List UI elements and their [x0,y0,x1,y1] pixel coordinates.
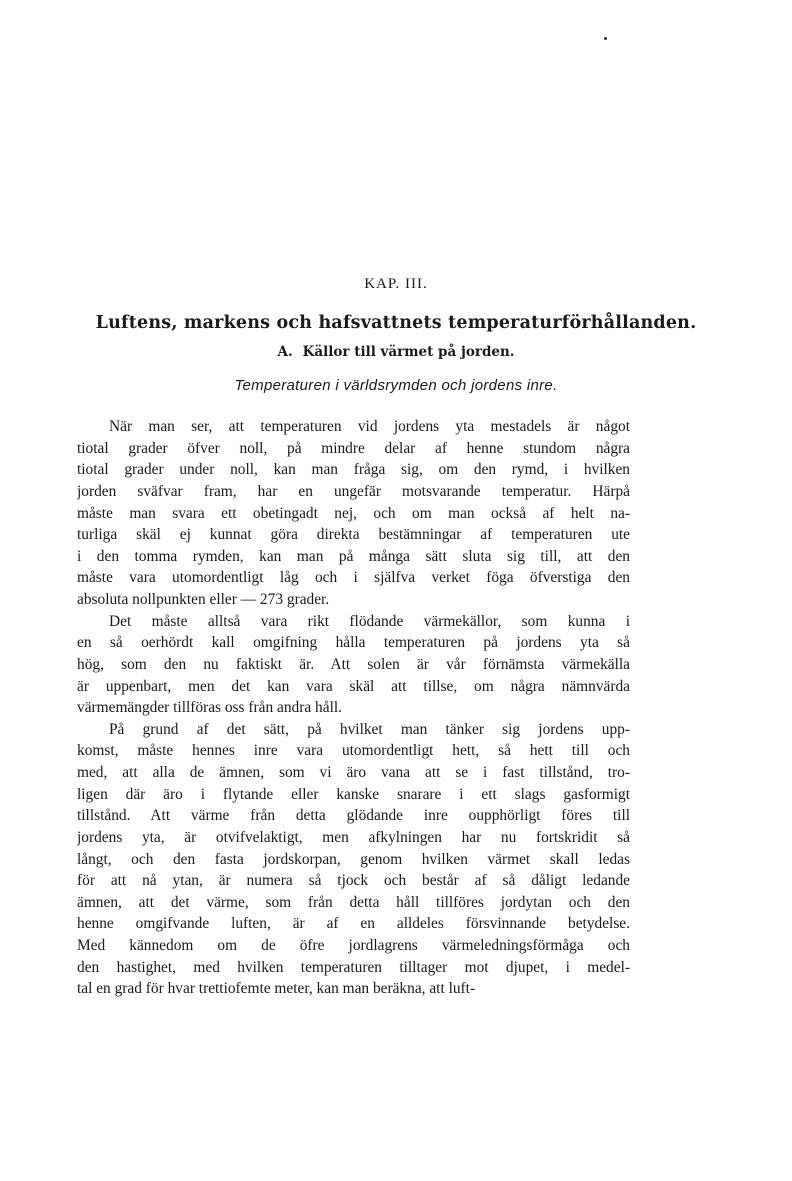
text-line: absoluta nollpunkten eller — 273 grader. [77,591,330,608]
page-speck [604,37,607,40]
text-line: jordens yta, är otvifvelaktigt, men afkylningen har nu fortskridit så [77,828,630,846]
chapter-heading: KAP. III. [364,276,428,292]
text-line: hög, som den nu faktiskt är. Att solen är vår förnämsta värmekälla [77,655,630,673]
text-line: Med kännedom om de öfre jordlagrens värmeledningsförmåga och [77,937,630,954]
paragraph [77,416,630,611]
text-line: med, att alla de ämnen, som vi äro vana att se i fast tillstånd, tro- [77,764,630,781]
text-line: långt, och den fasta jordskorpan, genom hvilken värmet skall ledas [77,850,630,868]
text-line: tillstånd. Att värme från detta glödande inre oupphörligt föres till [77,807,630,825]
text-line: en så oerhördt kall omgifning hålla temperaturen på jordens yta så [77,634,630,652]
text-line: i den tomma rymden, kan man på många sätt sluta sig till, att den [77,547,630,565]
section-heading [0,344,792,360]
text-line: ämnen, att det värme, som från detta håll tillföres jordytan och den [77,893,630,911]
text-line: för att nå ytan, är numera så tjock och består af så dåligt ledande [77,872,630,890]
text-line: När man ser, att temperaturen vid jordens yta mestadels är något [109,418,630,435]
text-line: henne omgifvande luften, är af en alldeles försvinnande betydelse. [77,915,630,933]
text-line: turliga skäl ej kunnat göra direkta bestämningar af temperaturen ute [77,526,630,544]
text-line: På grund af det sätt, på hvilket man tänker sig jordens upp- [109,720,630,738]
text-line: jorden sväfvar fram, har en ungefär motsvarande temperatur. Härpå [77,482,630,500]
chapter-title: Luftens, markens och hafsvattnets temperaturförhållanden. [95,313,697,333]
text-line: tal en grad för hvar trettiofemte meter, kan man beräkna, att luft- [77,980,476,998]
text-line: den hastighet, med hvilken temperaturen tilltager mot djupet, i medel- [77,958,630,976]
text-line: komst, måste hennes inre vara utomordentligt hett, så hett till och [77,742,630,760]
text-line: Det måste alltså vara rikt flödande värmekällor, som kunna i [109,612,630,630]
section-title: Källor till värmet på jorden. [302,344,515,360]
text-line: måste vara utomordentligt låg och i själfva verket föga öfverstiga den [77,569,630,587]
paragraph [77,611,630,719]
text-line: måste man svara ett obetingadt nej, och om man också af helt na- [77,504,630,522]
text-line: är uppenbart, men det kan vara skäl att tillse, om några nämnvärda [77,677,630,695]
section-letter: A. [277,344,293,360]
body-text [77,416,630,1000]
paragraph [77,719,630,1000]
text-line: ligen där äro i flytande eller kanske snarare i ett slags gasformigt [77,785,630,803]
text-line: tiotal grader öfver noll, på mindre delar af henne stundom några [77,439,630,457]
text-line: värmemängder tillföras oss från andra håll. [77,699,342,717]
subsection-title: Temperaturen i världsrymden och jordens inre. [234,377,558,394]
text-line: tiotal grader under noll, kan man fråga sig, om den rymd, i hvilken [77,461,630,479]
